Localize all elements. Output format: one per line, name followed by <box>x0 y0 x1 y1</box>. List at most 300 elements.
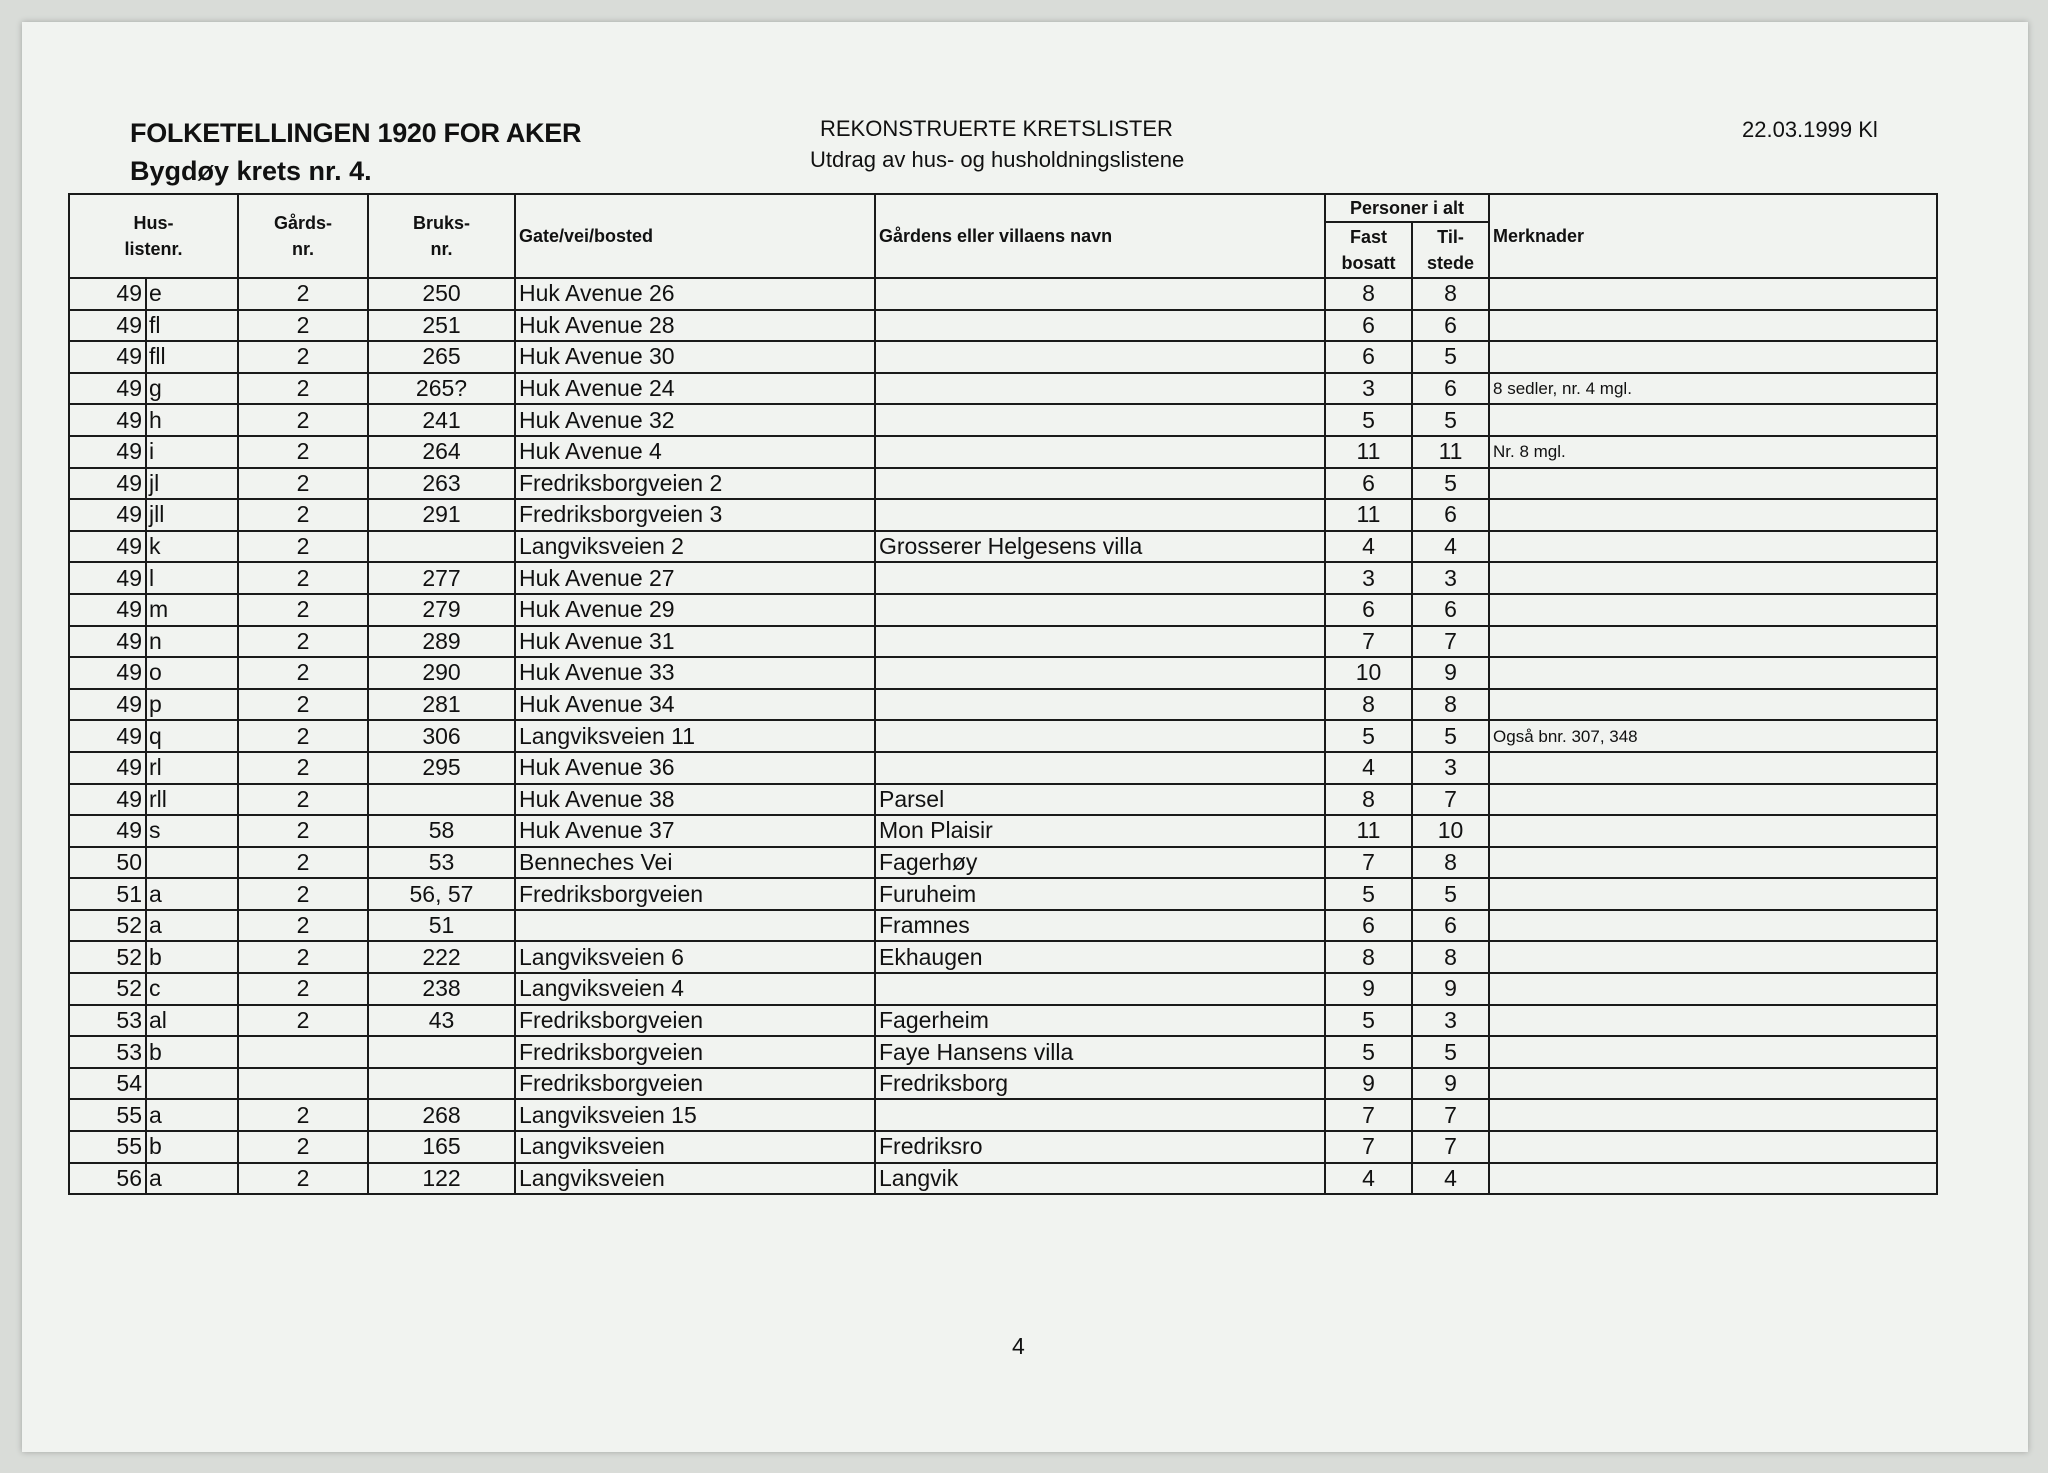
cell-remarks <box>1489 626 1937 658</box>
cell-street: Huk Avenue 29 <box>515 594 875 626</box>
table-row <box>69 278 1937 310</box>
cell-house-suffix: a <box>146 878 238 910</box>
cell-street: Huk Avenue 32 <box>515 404 875 436</box>
cell-house-suffix: q <box>146 720 238 752</box>
cell-farm-name: Grosserer Helgesens villa <box>875 531 1325 563</box>
cell-house-number: 49 <box>69 720 146 752</box>
cell-house-suffix: fll <box>146 341 238 373</box>
cell-house-suffix: n <box>146 626 238 658</box>
table-row <box>69 847 1937 879</box>
table-row <box>69 468 1937 500</box>
cell-tilstede: 6 <box>1412 373 1489 405</box>
table-row <box>69 1099 1937 1131</box>
col-header-merknader: Merknader <box>1489 194 1937 278</box>
cell-bruks-nr: 265 <box>368 341 515 373</box>
cell-street: Huk Avenue 30 <box>515 341 875 373</box>
cell-house-suffix: p <box>146 689 238 721</box>
table-row <box>69 626 1937 658</box>
cell-tilstede: 7 <box>1412 626 1489 658</box>
cell-gards-nr: 2 <box>238 626 368 658</box>
cell-gards-nr: 2 <box>238 404 368 436</box>
cell-remarks: Også bnr. 307, 348 <box>1489 720 1937 752</box>
table-row <box>69 941 1937 973</box>
cell-house-number: 49 <box>69 594 146 626</box>
cell-gards-nr: 2 <box>238 784 368 816</box>
cell-street: Fredriksborgveien <box>515 1005 875 1037</box>
cell-tilstede: 3 <box>1412 562 1489 594</box>
table-row <box>69 436 1937 468</box>
cell-fast-bosatt: 3 <box>1325 373 1412 405</box>
cell-farm-name: Mon Plaisir <box>875 815 1325 847</box>
cell-fast-bosatt: 8 <box>1325 784 1412 816</box>
cell-house-number: 49 <box>69 468 146 500</box>
cell-bruks-nr: 279 <box>368 594 515 626</box>
cell-farm-name <box>875 404 1325 436</box>
cell-house-number: 49 <box>69 310 146 342</box>
cell-house-number: 52 <box>69 941 146 973</box>
cell-fast-bosatt: 11 <box>1325 815 1412 847</box>
cell-tilstede: 4 <box>1412 531 1489 563</box>
cell-tilstede: 5 <box>1412 468 1489 500</box>
page-number: 4 <box>1012 1333 1025 1359</box>
table-row <box>69 1068 1937 1100</box>
cell-house-suffix: i <box>146 436 238 468</box>
cell-gards-nr: 2 <box>238 941 368 973</box>
cell-house-suffix: g <box>146 373 238 405</box>
cell-street: Huk Avenue 36 <box>515 752 875 784</box>
table-row <box>69 657 1937 689</box>
cell-fast-bosatt: 5 <box>1325 1005 1412 1037</box>
cell-remarks <box>1489 784 1937 816</box>
cell-street: Huk Avenue 31 <box>515 626 875 658</box>
col-header-husliste: Hus- listenr. <box>69 194 238 278</box>
cell-fast-bosatt: 6 <box>1325 341 1412 373</box>
cell-bruks-nr: 51 <box>368 910 515 942</box>
table-row <box>69 562 1937 594</box>
cell-tilstede: 6 <box>1412 499 1489 531</box>
cell-gards-nr: 2 <box>238 531 368 563</box>
cell-tilstede: 6 <box>1412 310 1489 342</box>
cell-remarks <box>1489 404 1937 436</box>
cell-house-suffix: s <box>146 815 238 847</box>
cell-fast-bosatt: 8 <box>1325 278 1412 310</box>
cell-fast-bosatt: 9 <box>1325 973 1412 1005</box>
cell-farm-name <box>875 689 1325 721</box>
cell-house-number: 49 <box>69 689 146 721</box>
table-row <box>69 815 1937 847</box>
cell-remarks <box>1489 1036 1937 1068</box>
cell-remarks <box>1489 341 1937 373</box>
cell-gards-nr: 2 <box>238 689 368 721</box>
cell-house-suffix: jl <box>146 468 238 500</box>
cell-gards-nr <box>238 1036 368 1068</box>
cell-tilstede: 6 <box>1412 910 1489 942</box>
cell-house-suffix: rl <box>146 752 238 784</box>
cell-fast-bosatt: 8 <box>1325 941 1412 973</box>
cell-house-number: 52 <box>69 973 146 1005</box>
cell-house-number: 49 <box>69 562 146 594</box>
cell-street: Fredriksborgveien 3 <box>515 499 875 531</box>
cell-fast-bosatt: 7 <box>1325 1099 1412 1131</box>
cell-tilstede: 7 <box>1412 784 1489 816</box>
cell-house-suffix: l <box>146 562 238 594</box>
cell-remarks <box>1489 468 1937 500</box>
cell-farm-name <box>875 1099 1325 1131</box>
cell-farm-name <box>875 310 1325 342</box>
cell-gards-nr: 2 <box>238 878 368 910</box>
cell-gards-nr: 2 <box>238 594 368 626</box>
cell-street: Fredriksborgveien 2 <box>515 468 875 500</box>
cell-tilstede: 3 <box>1412 752 1489 784</box>
cell-house-number: 55 <box>69 1099 146 1131</box>
cell-house-number: 56 <box>69 1163 146 1195</box>
cell-street: Fredriksborgveien <box>515 1036 875 1068</box>
cell-bruks-nr <box>368 784 515 816</box>
document-date: 22.03.1999 Kl <box>1742 117 1878 142</box>
center-subheading: Utdrag av hus- og husholdningslistene <box>810 147 1185 172</box>
cell-bruks-nr <box>368 1036 515 1068</box>
col-header-fast-bosatt: Fast bosatt <box>1325 222 1412 278</box>
cell-bruks-nr: 58 <box>368 815 515 847</box>
cell-fast-bosatt: 9 <box>1325 1068 1412 1100</box>
cell-gards-nr: 2 <box>238 562 368 594</box>
cell-fast-bosatt: 4 <box>1325 1163 1412 1195</box>
cell-gards-nr: 2 <box>238 720 368 752</box>
cell-house-suffix: e <box>146 278 238 310</box>
cell-gards-nr: 2 <box>238 436 368 468</box>
cell-house-number: 53 <box>69 1036 146 1068</box>
cell-street: Benneches Vei <box>515 847 875 879</box>
cell-bruks-nr: 291 <box>368 499 515 531</box>
cell-gards-nr: 2 <box>238 657 368 689</box>
cell-fast-bosatt: 6 <box>1325 310 1412 342</box>
cell-fast-bosatt: 11 <box>1325 499 1412 531</box>
cell-street: Langviksveien 2 <box>515 531 875 563</box>
cell-fast-bosatt: 10 <box>1325 657 1412 689</box>
cell-tilstede: 5 <box>1412 1036 1489 1068</box>
cell-bruks-nr: 263 <box>368 468 515 500</box>
cell-farm-name: Framnes <box>875 910 1325 942</box>
cell-remarks <box>1489 531 1937 563</box>
cell-gards-nr: 2 <box>238 1005 368 1037</box>
cell-bruks-nr: 264 <box>368 436 515 468</box>
cell-remarks <box>1489 973 1937 1005</box>
table-row <box>69 310 1937 342</box>
cell-bruks-nr: 281 <box>368 689 515 721</box>
cell-house-suffix: fl <box>146 310 238 342</box>
cell-bruks-nr: 238 <box>368 973 515 1005</box>
cell-house-suffix: c <box>146 973 238 1005</box>
cell-remarks <box>1489 310 1937 342</box>
cell-house-suffix: h <box>146 404 238 436</box>
cell-tilstede: 5 <box>1412 404 1489 436</box>
cell-bruks-nr: 53 <box>368 847 515 879</box>
cell-tilstede: 5 <box>1412 720 1489 752</box>
table-row <box>69 404 1937 436</box>
census-table <box>68 193 1938 1195</box>
cell-tilstede: 9 <box>1412 1068 1489 1100</box>
cell-farm-name <box>875 626 1325 658</box>
cell-gards-nr: 2 <box>238 1163 368 1195</box>
cell-gards-nr: 2 <box>238 278 368 310</box>
cell-farm-name <box>875 436 1325 468</box>
cell-farm-name <box>875 657 1325 689</box>
cell-fast-bosatt: 5 <box>1325 720 1412 752</box>
table-row <box>69 878 1937 910</box>
cell-remarks <box>1489 1131 1937 1163</box>
cell-house-number: 51 <box>69 878 146 910</box>
cell-remarks <box>1489 499 1937 531</box>
cell-street: Huk Avenue 28 <box>515 310 875 342</box>
cell-remarks <box>1489 752 1937 784</box>
cell-street: Huk Avenue 34 <box>515 689 875 721</box>
cell-fast-bosatt: 6 <box>1325 594 1412 626</box>
cell-remarks <box>1489 1068 1937 1100</box>
cell-bruks-nr: 43 <box>368 1005 515 1037</box>
cell-bruks-nr: 241 <box>368 404 515 436</box>
cell-remarks <box>1489 878 1937 910</box>
col-header-tilstede: Til- stede <box>1412 222 1489 278</box>
cell-gards-nr: 2 <box>238 499 368 531</box>
table-row <box>69 499 1937 531</box>
cell-farm-name <box>875 562 1325 594</box>
cell-gards-nr: 2 <box>238 1131 368 1163</box>
cell-gards-nr: 2 <box>238 847 368 879</box>
cell-bruks-nr: 306 <box>368 720 515 752</box>
cell-house-suffix: o <box>146 657 238 689</box>
cell-bruks-nr: 165 <box>368 1131 515 1163</box>
cell-gards-nr: 2 <box>238 910 368 942</box>
col-header-personer: Personer i alt <box>1325 194 1489 222</box>
cell-tilstede: 8 <box>1412 278 1489 310</box>
document-subtitle: Bygdøy krets nr. 4. <box>130 156 372 186</box>
cell-remarks: Nr. 8 mgl. <box>1489 436 1937 468</box>
cell-house-number: 49 <box>69 752 146 784</box>
cell-house-number: 49 <box>69 626 146 658</box>
cell-bruks-nr <box>368 1068 515 1100</box>
cell-house-suffix: a <box>146 1163 238 1195</box>
cell-house-number: 49 <box>69 373 146 405</box>
table-row <box>69 973 1937 1005</box>
cell-street: Langviksveien <box>515 1163 875 1195</box>
cell-fast-bosatt: 3 <box>1325 562 1412 594</box>
cell-street: Langviksveien 6 <box>515 941 875 973</box>
table-row <box>69 594 1937 626</box>
table-row <box>69 1163 1937 1195</box>
cell-house-number: 49 <box>69 531 146 563</box>
cell-house-number: 49 <box>69 341 146 373</box>
cell-house-number: 54 <box>69 1068 146 1100</box>
cell-bruks-nr: 222 <box>368 941 515 973</box>
cell-house-suffix: al <box>146 1005 238 1037</box>
cell-bruks-nr: 289 <box>368 626 515 658</box>
col-header-gards: Gårds- nr. <box>238 194 368 278</box>
cell-gards-nr: 2 <box>238 310 368 342</box>
cell-remarks <box>1489 562 1937 594</box>
cell-tilstede: 8 <box>1412 689 1489 721</box>
cell-remarks <box>1489 910 1937 942</box>
cell-farm-name: Ekhaugen <box>875 941 1325 973</box>
cell-farm-name: Fagerheim <box>875 1005 1325 1037</box>
cell-tilstede: 11 <box>1412 436 1489 468</box>
cell-tilstede: 5 <box>1412 878 1489 910</box>
cell-fast-bosatt: 7 <box>1325 847 1412 879</box>
cell-farm-name <box>875 278 1325 310</box>
cell-tilstede: 3 <box>1412 1005 1489 1037</box>
cell-tilstede: 4 <box>1412 1163 1489 1195</box>
cell-fast-bosatt: 7 <box>1325 626 1412 658</box>
cell-house-number: 49 <box>69 657 146 689</box>
cell-farm-name: Fredriksborg <box>875 1068 1325 1100</box>
cell-house-suffix <box>146 847 238 879</box>
cell-tilstede: 8 <box>1412 941 1489 973</box>
cell-tilstede: 9 <box>1412 973 1489 1005</box>
cell-house-suffix: b <box>146 941 238 973</box>
cell-gards-nr: 2 <box>238 341 368 373</box>
cell-gards-nr: 2 <box>238 815 368 847</box>
cell-remarks <box>1489 847 1937 879</box>
cell-bruks-nr: 295 <box>368 752 515 784</box>
cell-farm-name: Parsel <box>875 784 1325 816</box>
table-row <box>69 689 1937 721</box>
cell-remarks <box>1489 941 1937 973</box>
cell-house-number: 55 <box>69 1131 146 1163</box>
cell-bruks-nr: 277 <box>368 562 515 594</box>
table-row <box>69 784 1937 816</box>
cell-street: Fredriksborgveien <box>515 878 875 910</box>
cell-remarks <box>1489 815 1937 847</box>
cell-gards-nr: 2 <box>238 752 368 784</box>
cell-remarks: 8 sedler, nr. 4 mgl. <box>1489 373 1937 405</box>
table-row <box>69 752 1937 784</box>
cell-fast-bosatt: 6 <box>1325 468 1412 500</box>
cell-street: Huk Avenue 27 <box>515 562 875 594</box>
cell-street: Langviksveien 4 <box>515 973 875 1005</box>
cell-remarks <box>1489 1005 1937 1037</box>
cell-tilstede: 9 <box>1412 657 1489 689</box>
cell-farm-name <box>875 499 1325 531</box>
cell-fast-bosatt: 7 <box>1325 1131 1412 1163</box>
cell-tilstede: 7 <box>1412 1099 1489 1131</box>
cell-house-number: 49 <box>69 278 146 310</box>
cell-street: Huk Avenue 26 <box>515 278 875 310</box>
cell-house-suffix: b <box>146 1036 238 1068</box>
cell-farm-name <box>875 973 1325 1005</box>
cell-house-number: 49 <box>69 404 146 436</box>
cell-bruks-nr: 250 <box>368 278 515 310</box>
cell-fast-bosatt: 4 <box>1325 752 1412 784</box>
cell-farm-name <box>875 752 1325 784</box>
cell-gards-nr: 2 <box>238 468 368 500</box>
cell-farm-name <box>875 341 1325 373</box>
col-header-gate: Gate/vei/bosted <box>515 194 875 278</box>
cell-house-number: 49 <box>69 784 146 816</box>
cell-farm-name: Furuheim <box>875 878 1325 910</box>
cell-fast-bosatt: 4 <box>1325 531 1412 563</box>
table-row <box>69 341 1937 373</box>
cell-house-suffix: a <box>146 910 238 942</box>
cell-remarks <box>1489 657 1937 689</box>
cell-bruks-nr: 56, 57 <box>368 878 515 910</box>
cell-remarks <box>1489 1099 1937 1131</box>
cell-tilstede: 5 <box>1412 341 1489 373</box>
cell-house-number: 49 <box>69 815 146 847</box>
cell-farm-name: Langvik <box>875 1163 1325 1195</box>
center-heading: REKONSTRUERTE KRETSLISTER <box>820 116 1173 141</box>
table-row <box>69 910 1937 942</box>
cell-house-number: 49 <box>69 499 146 531</box>
cell-remarks <box>1489 278 1937 310</box>
col-header-navn: Gårdens eller villaens navn <box>875 194 1325 278</box>
cell-house-number: 49 <box>69 436 146 468</box>
cell-farm-name <box>875 594 1325 626</box>
cell-farm-name: Faye Hansens villa <box>875 1036 1325 1068</box>
cell-house-suffix: jll <box>146 499 238 531</box>
table-row <box>69 1131 1937 1163</box>
table-row <box>69 373 1937 405</box>
cell-street: Huk Avenue 24 <box>515 373 875 405</box>
cell-house-number: 52 <box>69 910 146 942</box>
cell-house-suffix: m <box>146 594 238 626</box>
cell-tilstede: 8 <box>1412 847 1489 879</box>
cell-bruks-nr: 290 <box>368 657 515 689</box>
cell-street: Langviksveien <box>515 1131 875 1163</box>
cell-gards-nr: 2 <box>238 973 368 1005</box>
cell-remarks <box>1489 689 1937 721</box>
document-title: FOLKETELLINGEN 1920 FOR AKER <box>130 118 582 148</box>
cell-farm-name <box>875 468 1325 500</box>
cell-street: Huk Avenue 4 <box>515 436 875 468</box>
cell-tilstede: 7 <box>1412 1131 1489 1163</box>
cell-gards-nr: 2 <box>238 1099 368 1131</box>
cell-street: Langviksveien 11 <box>515 720 875 752</box>
cell-farm-name: Fagerhøy <box>875 847 1325 879</box>
cell-farm-name <box>875 373 1325 405</box>
cell-fast-bosatt: 5 <box>1325 1036 1412 1068</box>
cell-street: Langviksveien 15 <box>515 1099 875 1131</box>
cell-house-number: 50 <box>69 847 146 879</box>
cell-gards-nr: 2 <box>238 373 368 405</box>
cell-fast-bosatt: 8 <box>1325 689 1412 721</box>
table-row <box>69 1005 1937 1037</box>
cell-house-number: 53 <box>69 1005 146 1037</box>
cell-fast-bosatt: 11 <box>1325 436 1412 468</box>
cell-tilstede: 6 <box>1412 594 1489 626</box>
cell-house-suffix <box>146 1068 238 1100</box>
cell-street <box>515 910 875 942</box>
cell-house-suffix: k <box>146 531 238 563</box>
cell-fast-bosatt: 5 <box>1325 878 1412 910</box>
cell-house-suffix: a <box>146 1099 238 1131</box>
cell-bruks-nr: 265? <box>368 373 515 405</box>
cell-fast-bosatt: 6 <box>1325 910 1412 942</box>
table-row <box>69 720 1937 752</box>
cell-tilstede: 10 <box>1412 815 1489 847</box>
cell-house-suffix: rll <box>146 784 238 816</box>
cell-street: Huk Avenue 33 <box>515 657 875 689</box>
cell-fast-bosatt: 5 <box>1325 404 1412 436</box>
cell-remarks <box>1489 1163 1937 1195</box>
cell-gards-nr <box>238 1068 368 1100</box>
cell-house-suffix: b <box>146 1131 238 1163</box>
cell-street: Huk Avenue 37 <box>515 815 875 847</box>
cell-remarks <box>1489 594 1937 626</box>
col-header-bruks: Bruks- nr. <box>368 194 515 278</box>
cell-farm-name: Fredriksro <box>875 1131 1325 1163</box>
cell-farm-name <box>875 720 1325 752</box>
table-row <box>69 1036 1937 1068</box>
cell-bruks-nr: 122 <box>368 1163 515 1195</box>
